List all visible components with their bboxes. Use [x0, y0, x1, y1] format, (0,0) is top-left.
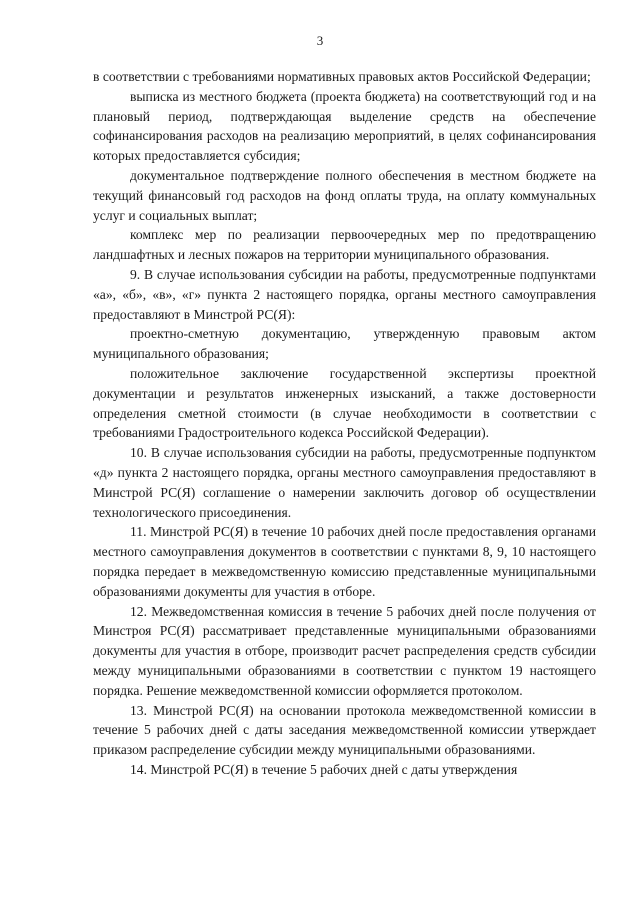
paragraph: комплекс мер по реализации первоочередных мер по предотвращению ландшафтных и лесных пожаров на территории муниципального образования.: [93, 227, 596, 263]
page-number: 3: [316, 33, 324, 48]
paragraph: выписка из местного бюджета (проекта бюджета) на соответствующий год и на плановый период, подтверждающая выделение средств на обеспечение софинансирования расходов на реализацию мероприятий, в целях софинансирования которых предоставляется субсидия;: [93, 88, 596, 164]
paragraph: 14. Минстрой РС(Я) в течение 5 рабочих дней с даты утверждения: [130, 761, 518, 777]
paragraph: в соответствии с требованиями нормативных правовых актов Российской Федерации;: [93, 69, 591, 84]
paragraph: документальное подтверждение полного обеспечения в местном бюджете на текущий финансовый год расходов на фонд оплаты труда, на оплату коммунальных услуг и социальных выплат;: [93, 167, 596, 223]
paragraph: положительное заключение государственной экспертизы проектной документации и результатов инженерных изысканий, а также достоверности определения сметной стоимости (в случае необходимости в соответствии с требованиями Градостроительного кодекса Российской Федерации).: [93, 365, 596, 441]
paragraph: 9. В случае использования субсидии на работы, предусмотренные подпунктами «а», «б», «в», «г» пункта 2 настоящего порядка, органы местного самоуправления предоставляют в Минстрой РС(Я):: [93, 266, 596, 322]
paragraph: 10. В случае использования субсидии на работы, предусмотренные подпунктом «д» пункта 2 настоящего порядка, органы местного самоуправления предоставляют в Минстрой РС(Я) соглашение о намерении заключить договор об осуществлении технологического присоединения.: [93, 445, 596, 520]
paragraph: 12. Межведомственная комиссия в течение 5 рабочих дней после получения от Минстроя РС(Я) рассматривает представленные муниципальными образованиями документы для участия в отборе, производит расчет распределения средств субсидии между муниципальными образованиями в соответствии с пунктом 19 настоящего порядка. Решение межведомственной комиссии оформляется протоколом.: [93, 603, 596, 698]
paragraph: 11. Минстрой РС(Я) в течение 10 рабочих дней после предоставления органами местного самоуправления документов в соответствии с пунктами 8, 9, 10 настоящего порядка передает в межведомственную комиссию представленные муниципальными образованиями документы для участия в отборе.: [93, 524, 596, 599]
document-body: [93, 67, 596, 780]
paragraph: 13. Минстрой РС(Я) на основании протокола межведомственной комиссии в течение 5 рабочих дней с даты заседания межведомственной комиссии утверждает приказом распределение субсидии между муниципальными образованиями.: [93, 702, 596, 758]
paragraph: проектно-сметную документацию, утвержденную правовым актом муниципального образования;: [93, 326, 596, 362]
